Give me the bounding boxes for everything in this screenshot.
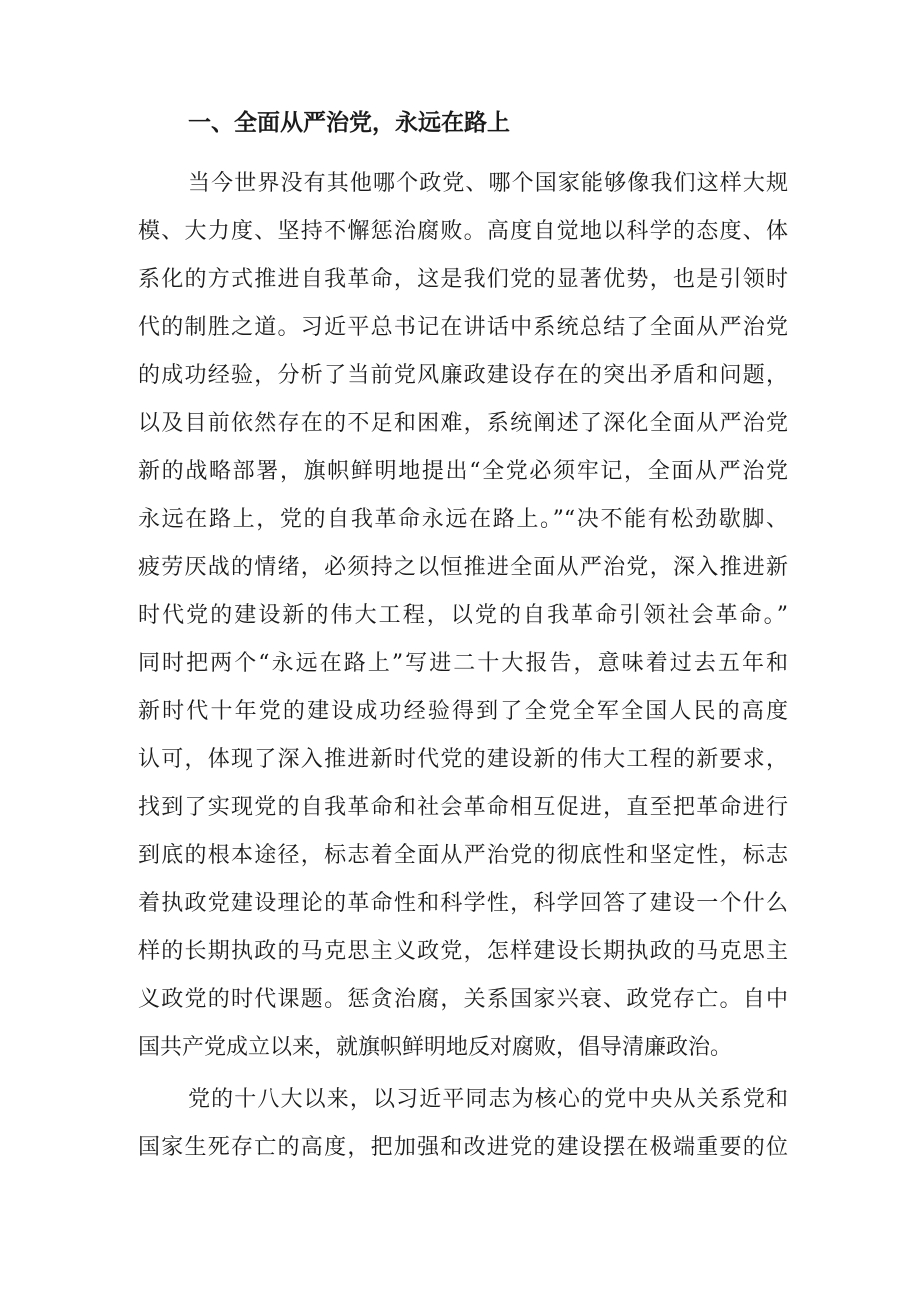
paragraph-line: 以及目前依然存在的不足和困难，系统阐述了深化全面从严治党: [138, 411, 788, 436]
paragraph-line: 同时把两个“永远在路上”写进二十大报告，意味着过去五年和: [138, 651, 788, 676]
paragraph-line: 新的战略部署，旗帜鲜明地提出“全党必须牢记，全面从严治党: [138, 459, 788, 484]
paragraph-line: 模、大力度、坚持不懈惩治腐败。高度自觉地以科学的态度、体: [138, 219, 788, 244]
paragraph-line: 系化的方式推进自我革命，这是我们党的显著优势，也是引领时: [138, 267, 788, 292]
paragraph-line: 疲劳厌战的情绪，必须持之以恒推进全面从严治党，深入推进新: [138, 555, 788, 580]
paragraph-line: 当今世界没有其他哪个政党、哪个国家能够像我们这样大规: [188, 171, 788, 196]
paragraph-line: 永远在路上，党的自我革命永远在路上。”“决不能有松劲歇脚、: [138, 507, 788, 532]
paragraph-line: 着执政党建设理论的革命性和科学性，科学回答了建设一个什么: [138, 891, 788, 916]
section-heading: 一、全面从严治党，永远在路上: [188, 110, 510, 136]
paragraph-line: 国家生死存亡的高度，把加强和改进党的建设摆在极端重要的位: [138, 1135, 788, 1160]
paragraph-line: 时代党的建设新的伟大工程，以党的自我革命引领社会革命。”: [138, 603, 788, 628]
paragraph-line: 到底的根本途径，标志着全面从严治党的彻底性和坚定性，标志: [138, 843, 788, 868]
paragraph-line: 代的制胜之道。习近平总书记在讲话中系统总结了全面从严治党: [138, 315, 788, 340]
paragraph-line: 找到了实现党的自我革命和社会革命相互促进，直至把革命进行: [138, 795, 788, 820]
paragraph-line: 的成功经验，分析了当前党风廉政建设存在的突出矛盾和问题，: [138, 363, 788, 388]
paragraph-line: 认可，体现了深入推进新时代党的建设新的伟大工程的新要求，: [138, 747, 788, 772]
paragraph-line: 国共产党成立以来，就旗帜鲜明地反对腐败，倡导清廉政治。: [138, 1035, 733, 1060]
paragraph-line: 新时代十年党的建设成功经验得到了全党全军全国人民的高度: [138, 699, 788, 724]
paragraph-line: 党的十八大以来，以习近平同志为核心的党中央从关系党和: [188, 1087, 788, 1112]
paragraph-line: 样的长期执政的马克思主义政党，怎样建设长期执政的马克思主: [138, 939, 788, 964]
paragraph-line: 义政党的时代课题。惩贪治腐，关系国家兴衰、政党存亡。自中: [138, 987, 788, 1012]
